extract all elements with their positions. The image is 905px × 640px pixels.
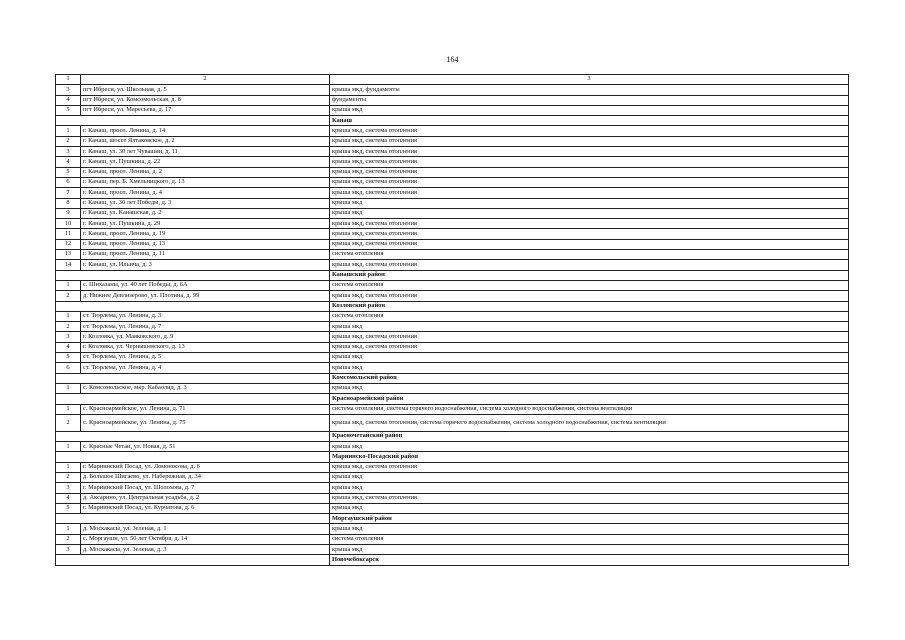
table-row <box>56 493 849 503</box>
row-number-cell: 14 <box>56 260 81 270</box>
table-row <box>56 136 849 146</box>
row-number-cell: 2 <box>56 414 81 431</box>
section-spacer-cell <box>56 270 330 280</box>
works-cell: крыша мкд, система отопления <box>330 157 849 167</box>
table-header-row <box>56 75 849 85</box>
table-row <box>56 311 849 321</box>
table-row <box>56 291 849 301</box>
row-number-cell: 4 <box>56 493 81 503</box>
works-cell: крыша мкд <box>330 503 849 513</box>
works-cell: крыша мкд <box>330 105 849 115</box>
works-cell: крыша мкд, система отопления <box>330 188 849 198</box>
works-cell: крыша мкд, система отопления <box>330 342 849 352</box>
row-number-cell: 1 <box>56 383 81 393</box>
table-row <box>56 342 849 352</box>
section-header-row <box>56 270 849 280</box>
section-header-row <box>56 394 849 404</box>
table-row <box>56 157 849 167</box>
section-title: Новочебоксарск <box>330 555 849 565</box>
table-row <box>56 322 849 332</box>
row-number-cell: 2 <box>56 291 81 301</box>
works-cell: крыша мкд, система отопления <box>330 229 849 239</box>
works-cell: крыша мкд, система отопления <box>330 177 849 187</box>
table-row <box>56 363 849 373</box>
row-number-cell: 6 <box>56 177 81 187</box>
works-cell: крыша мкд, система отопления <box>330 493 849 503</box>
section-header-row <box>56 452 849 462</box>
section-spacer-cell <box>56 373 330 383</box>
address-cell: с. Комсомольское, мкр. Кабаолид, д. 3 <box>81 383 330 393</box>
works-cell: крыша мкд, система отопления <box>330 332 849 342</box>
works-cell: крыша мкд <box>330 442 849 452</box>
works-cell: крыша мкд <box>330 353 849 363</box>
address-cell: г. Канаш, просп. Ленина, д. 14 <box>81 126 330 136</box>
table-row <box>56 483 849 493</box>
section-header-row <box>56 514 849 524</box>
table-row <box>56 472 849 482</box>
address-cell: г. Канаш, пер. Б. Хмельницкого, д. 13 <box>81 177 330 187</box>
address-cell: ст. Тюрлема, ул. Ленина, д. 3 <box>81 311 330 321</box>
address-cell: с. Красноармейское, ул. Ленина, д. 71 <box>81 404 330 414</box>
works-cell: крыша мкд <box>330 322 849 332</box>
row-number-cell: 5 <box>56 105 81 115</box>
table-row <box>56 229 849 239</box>
table-row <box>56 545 849 555</box>
section-header-row <box>56 116 849 126</box>
works-cell: крыша мкд <box>330 383 849 393</box>
table-row <box>56 95 849 105</box>
section-spacer-cell <box>56 452 330 462</box>
repair-list-table <box>55 74 849 566</box>
row-number-cell: 5 <box>56 353 81 363</box>
works-cell: крыша мкд, система отопления <box>330 167 849 177</box>
table-row <box>56 260 849 270</box>
works-cell: система отопления <box>330 250 849 260</box>
address-cell: г. Мариинский Посад, ул. Шолохова, д. 7 <box>81 483 330 493</box>
address-cell: с. Моргауши, ул. 50 лет Октября, д. 14 <box>81 534 330 544</box>
address-cell: г. Канаш, просп. Ленина, д. 13 <box>81 239 330 249</box>
table-row <box>56 167 849 177</box>
table-row <box>56 177 849 187</box>
address-cell: ст. Тюрлема, ул. Ленина, д. 5 <box>81 353 330 363</box>
row-number-cell: 5 <box>56 503 81 513</box>
table-row <box>56 188 849 198</box>
section-header-row <box>56 555 849 565</box>
section-title: Красночетайский район <box>330 431 849 441</box>
row-number-cell: 10 <box>56 219 81 229</box>
address-cell: г. Канаш, ул. 30 лет Победы, д. 3 <box>81 198 330 208</box>
table-row <box>56 219 849 229</box>
works-cell: крыша мкд, система отопления <box>330 462 849 472</box>
works-cell: крыша мкд <box>330 208 849 218</box>
address-cell: г. Канаш, ул. Пушкина, д. 29 <box>81 219 330 229</box>
table-row <box>56 280 849 290</box>
works-cell: крыша мкд, система отопления <box>330 147 849 157</box>
section-spacer-cell <box>56 555 330 565</box>
table-row <box>56 414 849 431</box>
address-cell: пгт Ибреси, ул. Маресьева, д. 17 <box>81 105 330 115</box>
table-row <box>56 462 849 472</box>
table-row <box>56 353 849 363</box>
section-title: Комсомольский район <box>330 373 849 383</box>
table-row <box>56 404 849 414</box>
row-number-cell: 1 <box>56 462 81 472</box>
address-cell: с. Красные Четаи, ул. Новая, д. 51 <box>81 442 330 452</box>
row-number-cell: 2 <box>56 322 81 332</box>
row-number-cell: 2 <box>56 534 81 544</box>
address-cell: г. Канаш, просп. Ленина, д. 11 <box>81 250 330 260</box>
row-number-cell: 6 <box>56 363 81 373</box>
table-row <box>56 524 849 534</box>
works-cell: крыша мкд <box>330 524 849 534</box>
table-row <box>56 147 849 157</box>
works-cell: крыша мкд <box>330 363 849 373</box>
table-row <box>56 239 849 249</box>
page-number: 164 <box>446 55 459 64</box>
address-cell: г. Канаш, просп. Ленина, д. 19 <box>81 229 330 239</box>
address-cell: г. Канаш, шоссе Ялтаковское, д. 2 <box>81 136 330 146</box>
row-number-cell: 1 <box>56 311 81 321</box>
address-cell: г. Канаш, ул. Канашская, д. 2 <box>81 208 330 218</box>
works-cell: крыша мкд, система отопления <box>330 291 849 301</box>
row-number-cell: 3 <box>56 332 81 342</box>
row-number-cell: 1 <box>56 524 81 534</box>
works-cell: крыша мкд <box>330 483 849 493</box>
section-header-row <box>56 431 849 441</box>
section-title: Мариинско-Посадский район <box>330 452 849 462</box>
works-cell: крыша мкд <box>330 198 849 208</box>
works-cell: фундаменты <box>330 95 849 105</box>
row-number-cell: 8 <box>56 198 81 208</box>
row-number-cell: 1 <box>56 404 81 414</box>
works-cell: крыша мкд, система отопления <box>330 136 849 146</box>
section-spacer-cell <box>56 394 330 404</box>
works-cell: крыша мкд, система отопления <box>330 260 849 270</box>
address-cell: д. Москакасы, ул. Зеленая, д. 3 <box>81 545 330 555</box>
table-row <box>56 105 849 115</box>
header-cell-address: 2 <box>81 75 330 85</box>
address-cell: пгт Ибреси, ул. Школьная, д. 5 <box>81 85 330 95</box>
row-number-cell: 4 <box>56 342 81 352</box>
table-row <box>56 85 849 95</box>
section-spacer-cell <box>56 301 330 311</box>
section-title: Канаш <box>330 116 849 126</box>
address-cell: г. Канаш, ул. Ильича, д. 3 <box>81 260 330 270</box>
row-number-cell: 1 <box>56 126 81 136</box>
works-cell: крыша мкд <box>330 545 849 555</box>
works-cell: система отопления <box>330 534 849 544</box>
table-row <box>56 534 849 544</box>
row-number-cell: 4 <box>56 95 81 105</box>
works-cell: система отопления <box>330 280 849 290</box>
works-cell: система отопления, система горячего водоснабжения, система холодного водоснабжения, система вентиляции <box>330 404 849 414</box>
row-number-cell: 11 <box>56 229 81 239</box>
works-cell: крыша мкд, система отопления <box>330 126 849 136</box>
works-cell: крыша мкд, система отопления <box>330 219 849 229</box>
table-row <box>56 442 849 452</box>
address-cell: г. Козловка, ул. Чернышевского, д. 13 <box>81 342 330 352</box>
row-number-cell: 4 <box>56 157 81 167</box>
section-spacer-cell <box>56 116 330 126</box>
row-number-cell: 3 <box>56 85 81 95</box>
header-cell-number: 1 <box>56 75 81 85</box>
table-row <box>56 332 849 342</box>
section-title: Красноармейский район <box>330 394 849 404</box>
table-row <box>56 250 849 260</box>
section-spacer-cell <box>56 514 330 524</box>
address-cell: г. Мариинский Посад, ул. Ломоносова, д. 6 <box>81 462 330 472</box>
section-header-row <box>56 301 849 311</box>
address-cell: ст. Тюрлема, ул. Ленина, д. 7 <box>81 322 330 332</box>
address-cell: д. Москакасы, ул. Зеленая, д. 1 <box>81 524 330 534</box>
address-cell: с. Шихазаны, ул. 40 лет Победы, д. 6А <box>81 280 330 290</box>
row-number-cell: 1 <box>56 442 81 452</box>
section-spacer-cell <box>56 431 330 441</box>
row-number-cell: 5 <box>56 167 81 177</box>
row-number-cell: 12 <box>56 239 81 249</box>
row-number-cell: 3 <box>56 545 81 555</box>
section-title: Козловский район <box>330 301 849 311</box>
row-number-cell: 9 <box>56 208 81 218</box>
address-cell: пгт Ибреси, ул. Комсомольская, д. 8 <box>81 95 330 105</box>
row-number-cell: 1 <box>56 280 81 290</box>
row-number-cell: 2 <box>56 136 81 146</box>
address-cell: с. Красноармейское, ул. Ленина, д. 75 <box>81 414 330 431</box>
section-title: Канашский район <box>330 270 849 280</box>
row-number-cell: 7 <box>56 188 81 198</box>
table-row <box>56 126 849 136</box>
section-title: Моргаушский район <box>330 514 849 524</box>
address-cell: г. Канаш, ул. Пушкина, д. 22 <box>81 157 330 167</box>
address-cell: д. Аксарино, ул. Центральная усадьба, д. 2 <box>81 493 330 503</box>
address-cell: г. Канаш, просп. Ленина, д. 2 <box>81 167 330 177</box>
row-number-cell: 3 <box>56 483 81 493</box>
address-cell: г. Канаш, просп. Ленина, д. 4 <box>81 188 330 198</box>
section-header-row <box>56 373 849 383</box>
address-cell: г. Козловка, ул. Маяковского, д. 9 <box>81 332 330 342</box>
works-cell: крыша мкд, система отопления, система горячего водоснабжения, система холодного водоснабжения, система вентиляции <box>330 414 849 431</box>
table-row <box>56 208 849 218</box>
header-cell-works: 3 <box>330 75 849 85</box>
table-row <box>56 383 849 393</box>
row-number-cell: 13 <box>56 250 81 260</box>
row-number-cell: 3 <box>56 147 81 157</box>
works-cell: крыша мкд, система отопления <box>330 239 849 249</box>
address-cell: г. Мариинский Посад, ул. Курчатова, д. 6 <box>81 503 330 513</box>
table-row <box>56 503 849 513</box>
address-cell: ст. Тюрлема, ул. Ленина, д. 4 <box>81 363 330 373</box>
works-cell: крыша мкд <box>330 472 849 482</box>
address-cell: г. Канаш, ул. 30 лет Чувашии, д. 11 <box>81 147 330 157</box>
address-cell: д. Большое Шигаево, ул. Набережная, д. 34 <box>81 472 330 482</box>
row-number-cell: 2 <box>56 472 81 482</box>
works-cell: система отопления <box>330 311 849 321</box>
works-cell: крыша мкд, фундаменты <box>330 85 849 95</box>
address-cell: д. Нижнее Девлизерово, ул. Плотина, д. 99 <box>81 291 330 301</box>
table-row <box>56 198 849 208</box>
